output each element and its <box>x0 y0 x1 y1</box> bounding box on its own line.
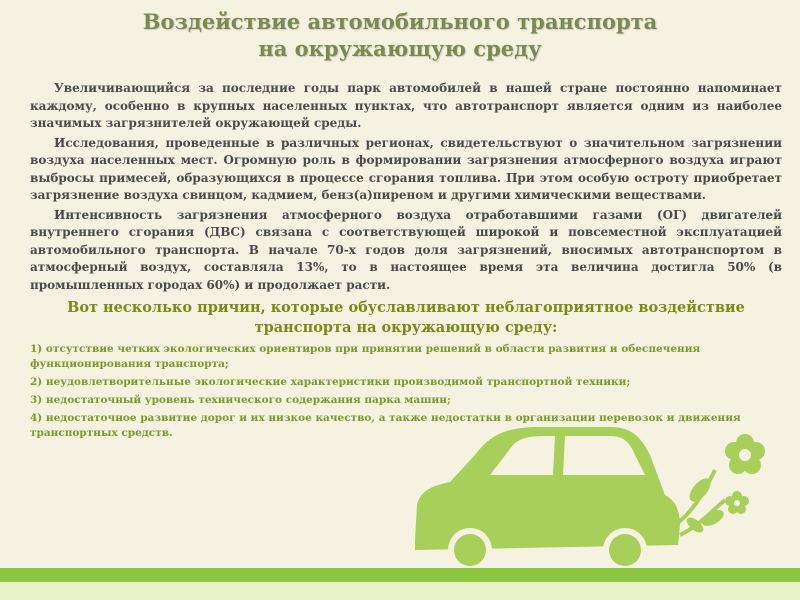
footer-bar-light <box>0 582 800 600</box>
paragraph-1: Увеличивающийся за последние годы парк автомобилей в нашей стране постоянно напоминает каждому, особенно в крупных населенных пунктах, что автотранспорт является одним из наиболее значимых загрязнителей окружающей среды. <box>30 81 782 130</box>
content <box>30 80 782 444</box>
title-line-2: на окружающую среду <box>258 36 542 61</box>
reason-item: 4) недостаточное развитие дорог и их низкое качество, а также недостатки в организации перевозок и движения транспортных средств. <box>30 412 741 439</box>
title-line-1: Воздействие автомобильного транспорта <box>142 9 658 34</box>
paragraph-3: Интенсивность загрязнения атмосферного воздуха отработавшими газами (ОГ) двигателей внутреннего сгорания (ДВС) связана с соответствующей широкой и повсеместной эксплуатацией автомобильного транспорта. В начале 70-х годов доля загрязнений, вносимых автотранспортом в атмосферный воздух, составляла 13%, то в настоящее время эта величина достигла 50% (в промышленных городах 60%) и продолжает расти. <box>30 207 782 292</box>
reason-item: 3) недостаточный уровень технического содержания парка машин; <box>30 394 451 406</box>
flower-decoration <box>675 434 765 535</box>
reasons-list <box>30 342 782 441</box>
slide-title <box>0 8 800 62</box>
paragraph-2: Исследования, проведенные в различных регионах, свидетельствуют о значительном загрязнении воздуха населенных мест. Огромную роль в формировании загрязнения атмосферного воздуха играют выбросы примесей, образующихся в процессе сгорания топлива. При этом особую остроту приобретает загрязнение воздуха свинцом, кадмием, бенз(а)пиреном и другими химическими веществами. <box>30 135 782 202</box>
footer-bar <box>0 568 800 582</box>
reason-item: 2) неудовлетворительные экологические характеристики производимой транспортной техники; <box>30 376 631 388</box>
reasons-heading: Вот несколько причин, которые обуславливают неблагоприятное воздействие транспорта на окружающую среду: <box>67 299 745 336</box>
reason-item: 1) отсутствие четких экологических ориентиров при принятии решений в области развития и обеспечения функционирования транспорта; <box>30 343 701 370</box>
